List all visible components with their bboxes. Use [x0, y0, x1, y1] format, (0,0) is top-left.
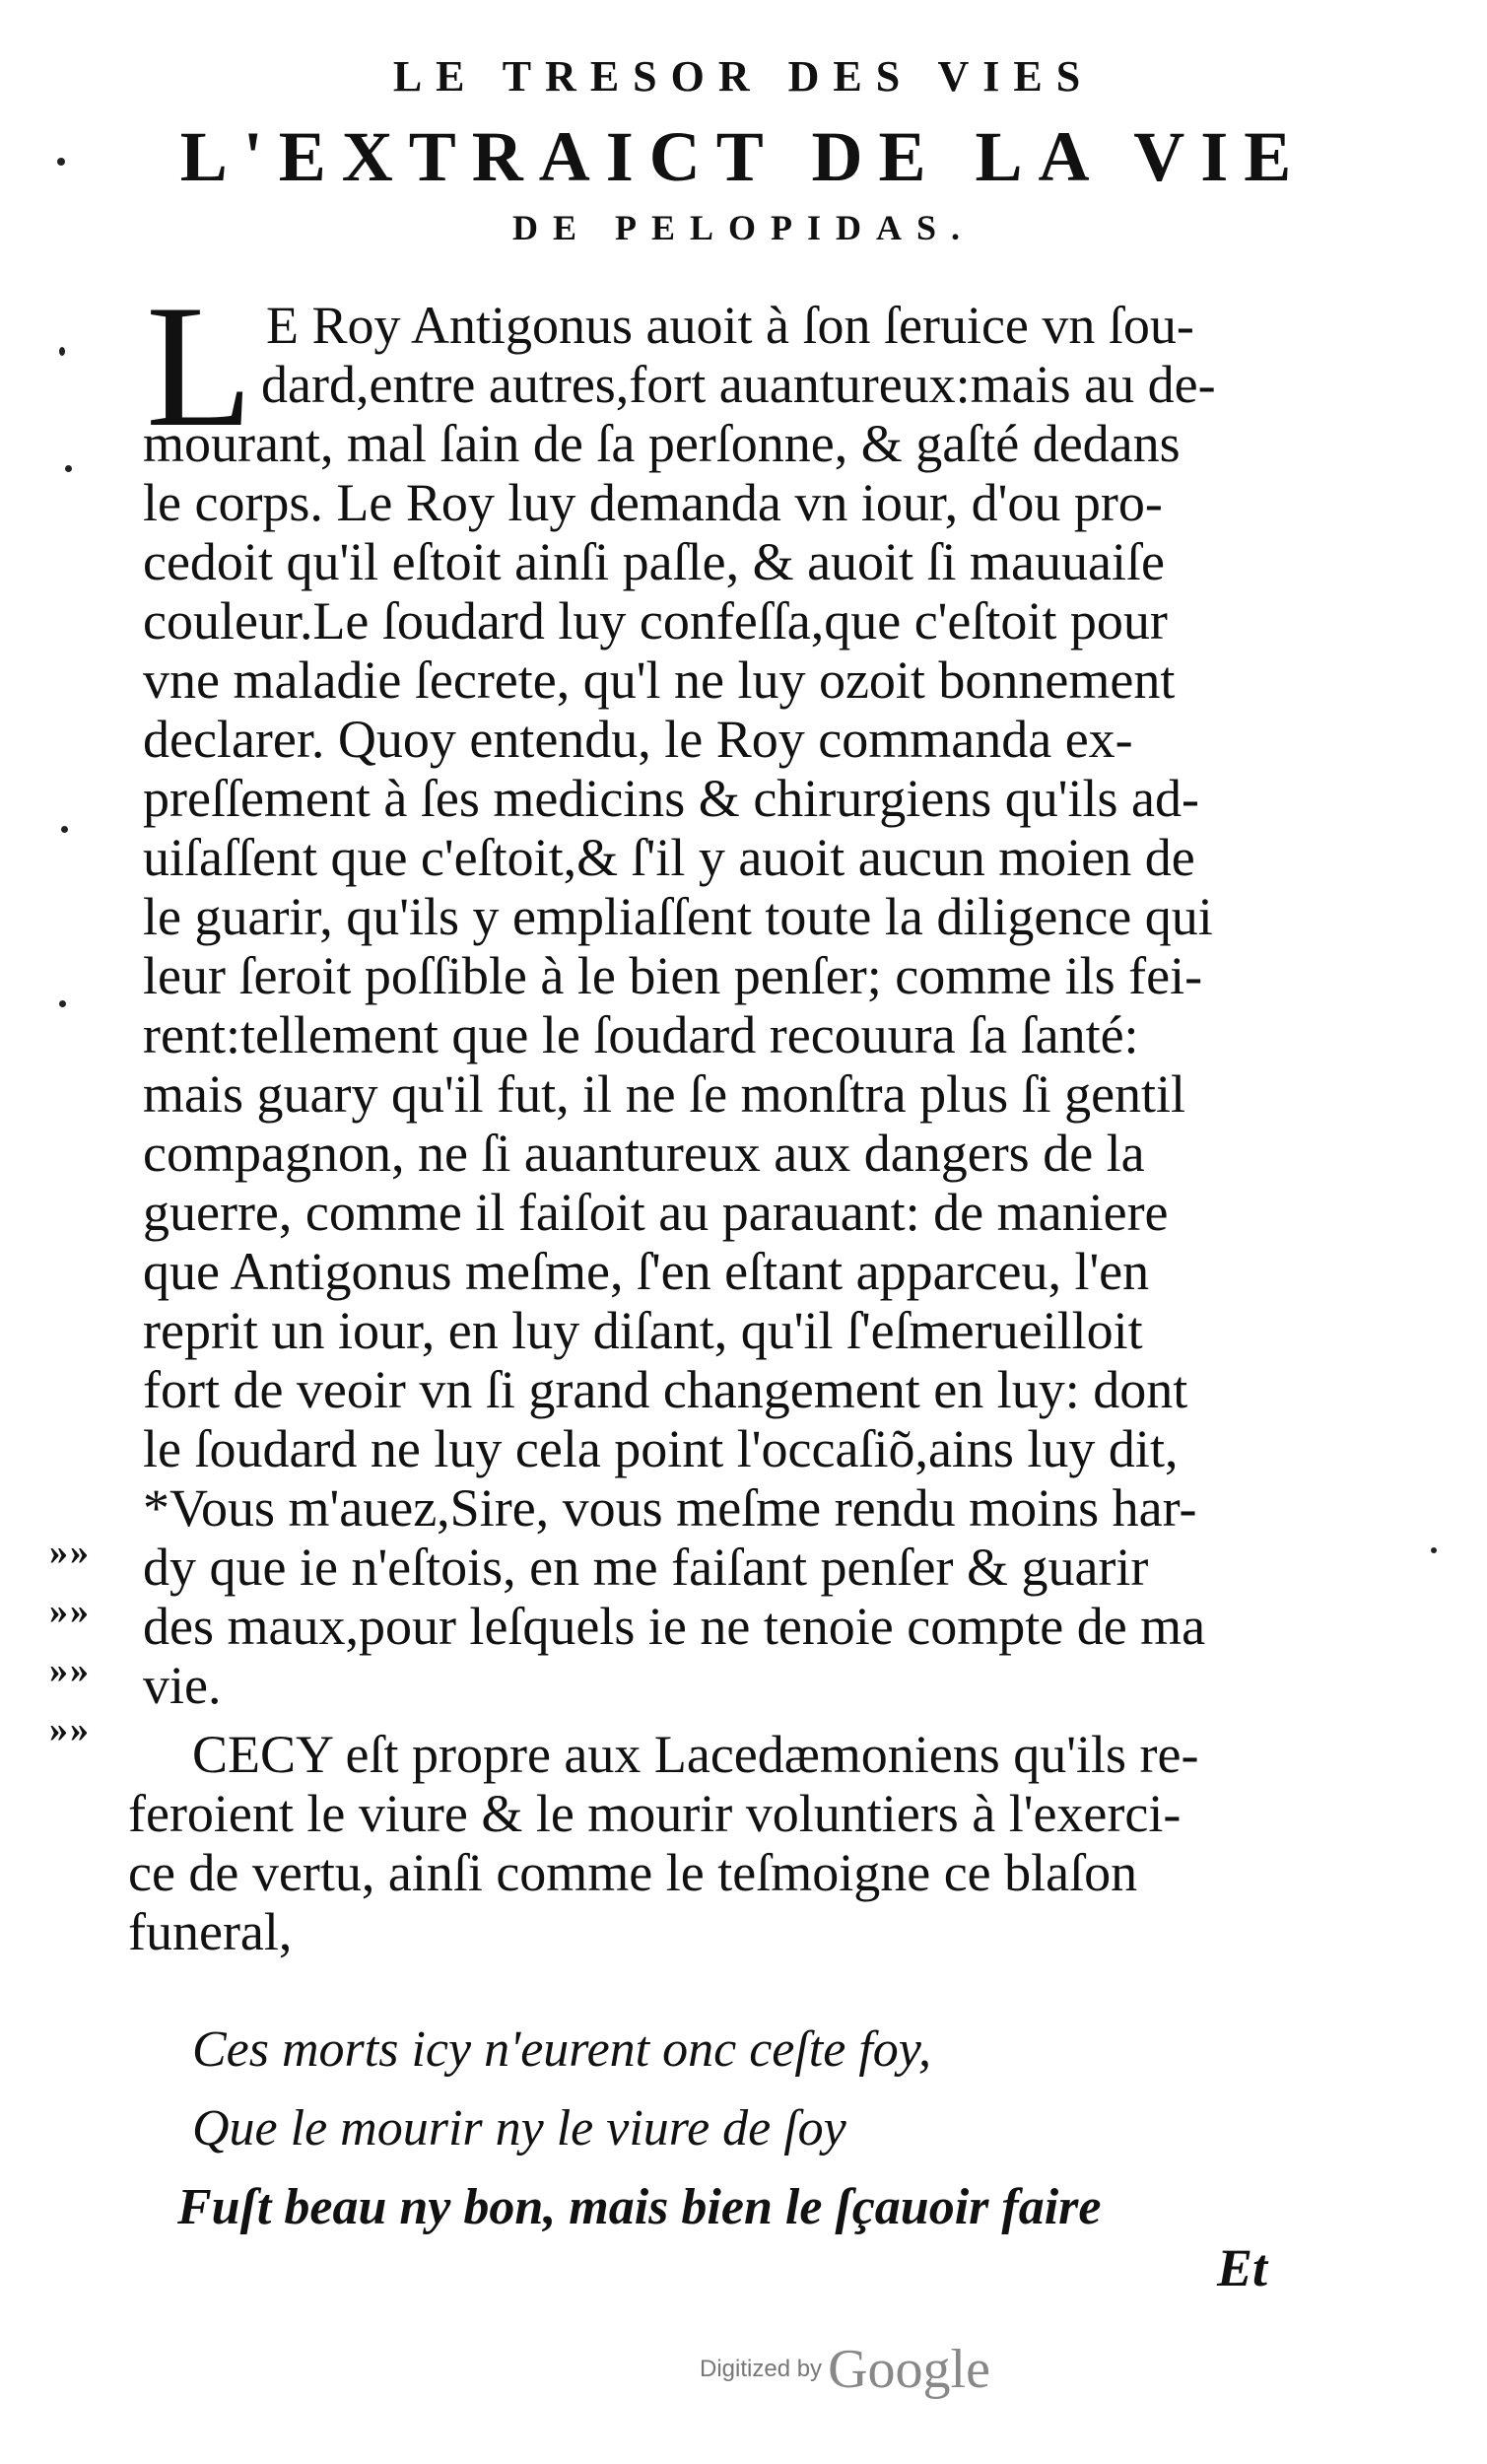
body-line: preſſement à ſes medicins & chirurgiens qu'ils ad-	[143, 769, 1199, 828]
body-line: le corps. Le Roy luy demanda vn iour, d'ou pro-	[143, 473, 1163, 532]
body-line: le ſoudard ne luy cela point l'occaſiõ,ains luy dit,	[143, 1419, 1179, 1478]
catchword: Et	[1217, 2238, 1268, 2297]
body-line: reprit un iour, en luy diſant, qu'il ſ'eſmerueilloit	[143, 1301, 1143, 1360]
body-line: le guarir, qu'ils y empliaſſent toute la diligence qui	[143, 887, 1213, 946]
body-line: *Vous m'auez,Sire, vous meſme rendu moins har-	[143, 1478, 1197, 1538]
body-line: compagnon, ne ſi auantureux aux dangers de la	[143, 1124, 1145, 1183]
body-line: des maux,pour leſquels ie ne tenoie compte de ma	[143, 1597, 1206, 1656]
body-line-para2: funeral,	[128, 1902, 293, 1961]
body-line: mourant, mal ſain de ſa perſonne, & gaſté dedans	[143, 414, 1181, 473]
quote-marker: »»	[49, 1591, 91, 1632]
body-line: vie.	[143, 1656, 222, 1715]
body-line: cedoit qu'il eſtoit ainſi paſle, & auoit ſi mauuaiſe	[143, 532, 1165, 591]
body-line-para2: feroient le viure & le mourir voluntiers à l'exerci-	[128, 1784, 1182, 1843]
verse-line: Ces morts icy n'eurent onc ceſte foy,	[192, 2021, 931, 2078]
body-line: dard,entre autres,fort auantureux:mais au de-	[261, 355, 1216, 414]
drop-cap: L	[146, 268, 253, 463]
chapter-subtitle: DE PELOPIDAS.	[511, 208, 976, 247]
verse-line: Fuſt beau ny bon, mais bien le ſçauoir faire	[177, 2179, 1102, 2235]
digitized-watermark	[700, 2338, 990, 2401]
ink-speck	[59, 1000, 66, 1007]
body-line: vne maladie ſecrete, qu'l ne luy ozoit bonnement	[143, 650, 1176, 710]
body-line: mais guary qu'il fut, il ne ſe monſtra plus ſi gentil	[143, 1064, 1186, 1124]
body-line: couleur.Le ſoudard luy confeſſa,que c'eſtoit pour	[143, 591, 1168, 650]
body-line-para2: ce de vertu, ainſi comme le teſmoigne ce blaſon	[128, 1843, 1138, 1902]
google-logo-text: Google	[828, 2339, 990, 2400]
body-line: E Roy Antigonus auoit à ſon ſeruice vn ſou-	[266, 296, 1194, 355]
body-line: rent:tellement que le ſoudard recouura ſa ſanté:	[143, 1005, 1139, 1064]
body-line: fort de veoir vn ſi grand changement en luy: dont	[143, 1360, 1188, 1419]
quote-marker: »»	[49, 1650, 91, 1691]
ink-speck	[65, 465, 72, 472]
body-line: que Antigonus meſme, ſ'en eſtant apparceu, l'en	[143, 1242, 1150, 1301]
ink-speck	[61, 826, 68, 833]
quote-marker: »»	[49, 1532, 91, 1573]
body-line: declarer. Quoy entendu, le Roy commanda ex-	[143, 710, 1133, 769]
quote-marker: »»	[49, 1709, 91, 1750]
chapter-title: L'EXTRAICT DE LA VIE	[179, 117, 1308, 196]
ink-speck	[1431, 1547, 1437, 1553]
body-line: uiſaſſent que c'eſtoit,& ſ'il y auoit aucun moien de	[143, 828, 1195, 887]
ink-speck	[57, 158, 65, 166]
verse-line: Que le mourir ny le viure de ſoy	[192, 2100, 846, 2156]
running-head: LE TRESOR DES VIES	[392, 52, 1095, 101]
body-line: leur ſeroit poſſible à le bien penſer; comme ils fei-	[143, 946, 1203, 1005]
digitized-by-text: Digitized by	[700, 2356, 823, 2382]
ink-speck	[59, 347, 65, 356]
body-line: dy que ie n'eſtois, en me faiſant penſer & guarir	[143, 1538, 1149, 1597]
body-line: guerre, comme il faiſoit au parauant: de maniere	[143, 1183, 1169, 1242]
body-line-para2: CECY eſt propre aux Lacedæmoniens qu'ils re-	[192, 1725, 1199, 1784]
